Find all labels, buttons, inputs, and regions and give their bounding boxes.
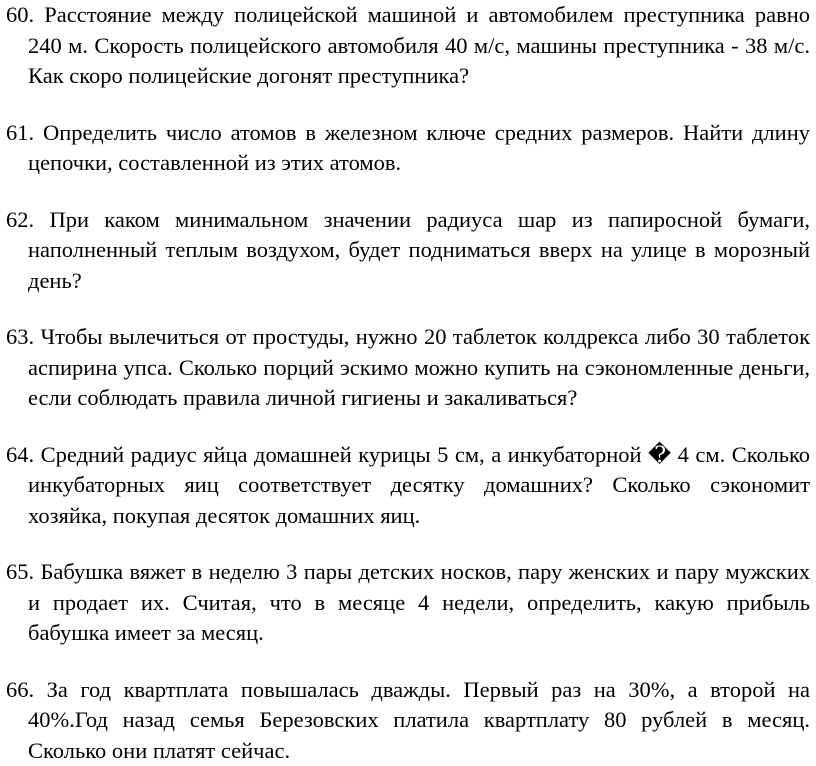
spacer (6, 649, 810, 675)
spacer (6, 414, 810, 440)
problem-62 (6, 205, 810, 297)
problem-text: За год квартплата повышалась дважды. Первый раз на 30%, а второй на 40%.Год назад семья Березовских платила квартплату 80 рублей в месяц. Сколько они платят сейчас. (28, 677, 810, 763)
problem-number: 63. (6, 324, 41, 349)
spacer (6, 179, 810, 205)
problem-63 (6, 322, 810, 414)
problem-number: 62. (6, 207, 49, 232)
spacer (6, 531, 810, 557)
problem-64 (6, 440, 810, 532)
spacer (6, 296, 810, 322)
problem-text: Расстояние между полицейской машиной и автомобилем преступника равно 240 м. Скорость полицейского автомобиля 40 м/с, машины преступника - 38 м/с. Как скоро полицейские догонят преступника? (28, 2, 810, 88)
problem-66 (6, 675, 810, 766)
problem-text: При каком минимальном значении радиуса шар из папиросной бумаги, наполненный теплым воздухом, будет подниматься вверх на улице в морозный день? (28, 207, 810, 293)
problem-number: 61. (6, 120, 43, 145)
spacer (6, 92, 810, 118)
problem-60 (6, 0, 810, 92)
problem-text: Определить число атомов в железном ключе средних размеров. Найти длину цепочки, составленной из этих атомов. (28, 120, 810, 176)
problem-number: 65. (6, 559, 40, 584)
problem-text: Бабушка вяжет в неделю 3 пары детских носков, пару женских и пару мужских и продает их. Считая, что в месяце 4 недели, определить, какую прибыль бабушка имеет за месяц. (28, 559, 810, 645)
problem-number: 64. (6, 442, 41, 467)
problem-number: 66. (6, 677, 47, 702)
problem-65 (6, 557, 810, 649)
problem-text: Чтобы вылечиться от простуды, нужно 20 таблеток колдрекса либо 30 таблеток аспирина упса. Сколько порций эскимо можно купить на сэкономленные деньги, если соблюдать правила личной гигиены и закаливаться? (28, 324, 810, 410)
problem-text: Средний радиус яйца домашней курицы 5 см, а инкубаторной � 4 см. Сколько инкубаторных яиц соответствует десятку домашних? Сколько сэкономит хозяйка, покупая десяток домашних яиц. (28, 442, 810, 528)
problem-61 (6, 118, 810, 179)
problem-number: 60. (6, 2, 44, 27)
